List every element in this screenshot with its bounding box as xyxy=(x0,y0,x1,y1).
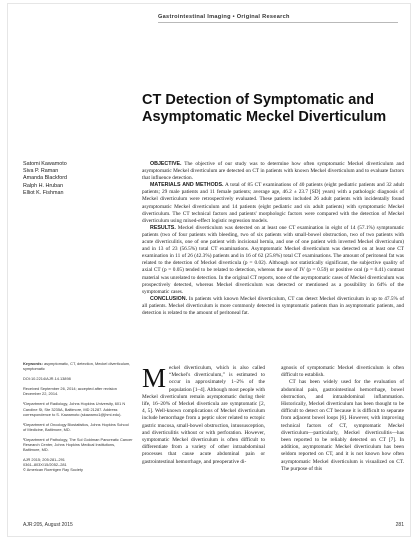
keywords xyxy=(23,361,133,371)
abstract-methods xyxy=(142,182,404,225)
abstract-objective xyxy=(142,161,404,182)
received-dates: Received September 26, 2014; accepted after revision December 22, 2014. xyxy=(23,386,117,397)
body-paragraph: agnosis of symptomatic Meckel diverticulum is often difficult to establish. xyxy=(281,365,404,379)
results-heading: RESULTS. xyxy=(150,224,176,231)
keywords-label: Keywords: xyxy=(23,361,43,366)
body-paragraph: CT has been widely used for the evaluation of abdominal pain, gastrointestinal hemorrhage, bowel obstruction, and intraabdominal inflammation. Historically, Meckel diverticulum has been thought to be difficult to detect on CT because it is difficult to separate from adjacent bowel loops [6]. However, with improving technical factors of CT, symptomatic Meckel diverticulum—particularly, Meckel diverticulitis—has been reported to be reliably detected on CT [7]. In addition, asymptomatic Meckel diverticulum has been seldom reported on CT, and it is not known how often asymptomatic Meckel diverticulum is visualized on CT. The purpose of this xyxy=(281,379,404,472)
methods-heading: MATERIALS AND METHODS. xyxy=(150,182,224,189)
intro-text: eckel diverticulum, which is also called “Meckel's diverticulum,” is estimated to occur in approximately 1–2% of the population [1–4]. Although most people with Meckel diverticulum remain asymptomatic during their life, 16–20% of Meckel diverticula are symptomatic [2, 4, 5]. Well-known complications of Meckel diverticulum include hemorrhage from a peptic ulcer related to ectopic gastric mucosa, small-bowel obstruction, intussusception, and diverticulitis without or with perforation. However, symptomatic Meckel diverticulum is often difficult to differentiate from a variety of other intraabdominal processes that cause acute abdominal pain or gastrointestinal hemorrhage, and preoperative di- xyxy=(142,365,265,465)
page-number: 281 xyxy=(395,522,404,528)
author-name: Ralph H. Hruban xyxy=(23,182,64,189)
results-text: Meckel diverticulum was detected on at least one CT examination in eight of 14 (57.1%) symptomatic patients (two of four patients with bleeding, two of six patients with small-bowel obstruction, two of two patients with acute diverticulitis, one of one patient with incisional hernia, and one of one patient with inverted Meckel diverticulum) and in 13 of 23 (56.5%) total CT examinations. Asymptomatic Meckel diverticulum was detected on at least one CT examination in 11 of 26 (42.3%) patients and in 16 of 62 (25.8%) total CT examinations. The amount of peritoneal fat was related to the detection of Meckel diverticula (p = 0.02). Although not statistically significant, the subjective quality of axial CT (p = 0.05) tended to be related to detection, whereas the use of IV (p = 0.59) or positive oral (p = 0.41) contrast material was unrelated to detection. In the original CT reports, none of the asymptomatic cases of Meckel diverticulum was prospectively detected, whereas Meckel diverticulum was detected or mentioned as a possibility in 64% of the symptomatic cases. xyxy=(142,224,404,295)
copyright: © American Roentgen Ray Society xyxy=(23,467,83,473)
article-page xyxy=(8,4,410,536)
section-header xyxy=(158,14,398,29)
body-column-2 xyxy=(281,365,404,473)
article-notes xyxy=(23,361,133,478)
drop-cap: M xyxy=(142,363,167,393)
author-name: Satomi Kawamoto xyxy=(23,161,67,167)
section-label: Gastrointestinal Imaging • Original Research xyxy=(158,14,290,20)
objective-heading: OBJECTIVE. xyxy=(150,161,182,167)
issn: 0361–803X/15/2052–281 xyxy=(23,462,67,468)
article-title: CT Detection of Symptomatic and Asymptomatic Meckel Diverticulum xyxy=(142,92,387,125)
page-footer xyxy=(23,522,404,532)
intro-paragraph xyxy=(142,365,265,466)
affiliation-3: ³Department of Pathology, The Sol Goldman Pancreatic Cancer Research Center, Johns Hopkins Medical Institutions, Baltimore, MD. xyxy=(23,436,133,453)
abstract xyxy=(142,161,404,317)
citation xyxy=(23,457,133,472)
affiliation-2: ²Department of Oncology Biostatistics, Johns Hopkins School of Medicine, Baltimore, MD. xyxy=(23,421,129,432)
header-rule xyxy=(158,22,398,23)
methods-text: A total of 85 CT examinations of 40 patients (eight pediatric patients and 32 adult patients; 29 male patients and 11 female patients; average age, 46.2 ± 23.7 [SD] years) with a pathologic diagnosis of Meckel diverticulum were retrospectively evaluated. These patients included 26 adult patients with incidentally found asymptomatic Meckel diverticulum and 14 patients (eight pediatric and six adult patients) with symptomatic Meckel diverticulum. The CT technical factors and patients' morphologic factors were compared with the detection of Meckel diverticulum using mixed-effect logistic regression models. xyxy=(142,182,404,224)
conclusion-text: In patients with known Meckel diverticulum, CT can detect Meckel diverticulum in up to 47.5% of all patients. Meckel diverticulum is more commonly detected in symptomatic patients than in asymptomatic patients, and detection is related to the amount of peritoneal fat. xyxy=(142,295,405,316)
keywords-text: asymptomatic, CT, detection, Meckel diverticulum, symptomatic xyxy=(23,361,131,372)
affiliation-1: ¹Department of Radiology, Johns Hopkins University, 601 N Caroline St, Ste 3235A, Baltimore, MD 21287. Address correspondence to S. Kawamoto (skawamo1@jhmi.edu). xyxy=(23,401,126,417)
author-list xyxy=(23,161,133,197)
author-name: Siva P. Raman xyxy=(23,168,59,175)
author-name: Elliot K. Fishman xyxy=(23,189,64,196)
body-text xyxy=(142,365,404,515)
body-column-1 xyxy=(142,365,265,466)
abstract-results xyxy=(142,225,404,296)
doi: DOI:10.2214/AJR.14.13898 xyxy=(23,376,71,382)
conclusion-heading: CONCLUSION. xyxy=(150,295,188,302)
objective-text: The objective of our study was to determine how often symptomatic Meckel diverticulum and asymptomatic Meckel diverticulum are detected on CT in patients with known Meckel diverticulum and to evaluate factors that influence detection. xyxy=(142,161,404,182)
author-name: Amanda Blackford xyxy=(23,175,68,182)
abstract-conclusion xyxy=(142,296,404,317)
journal-issue: AJR:205, August 2015 xyxy=(23,522,73,528)
citation-line: AJR 2015; 205:281–291 xyxy=(23,457,65,463)
